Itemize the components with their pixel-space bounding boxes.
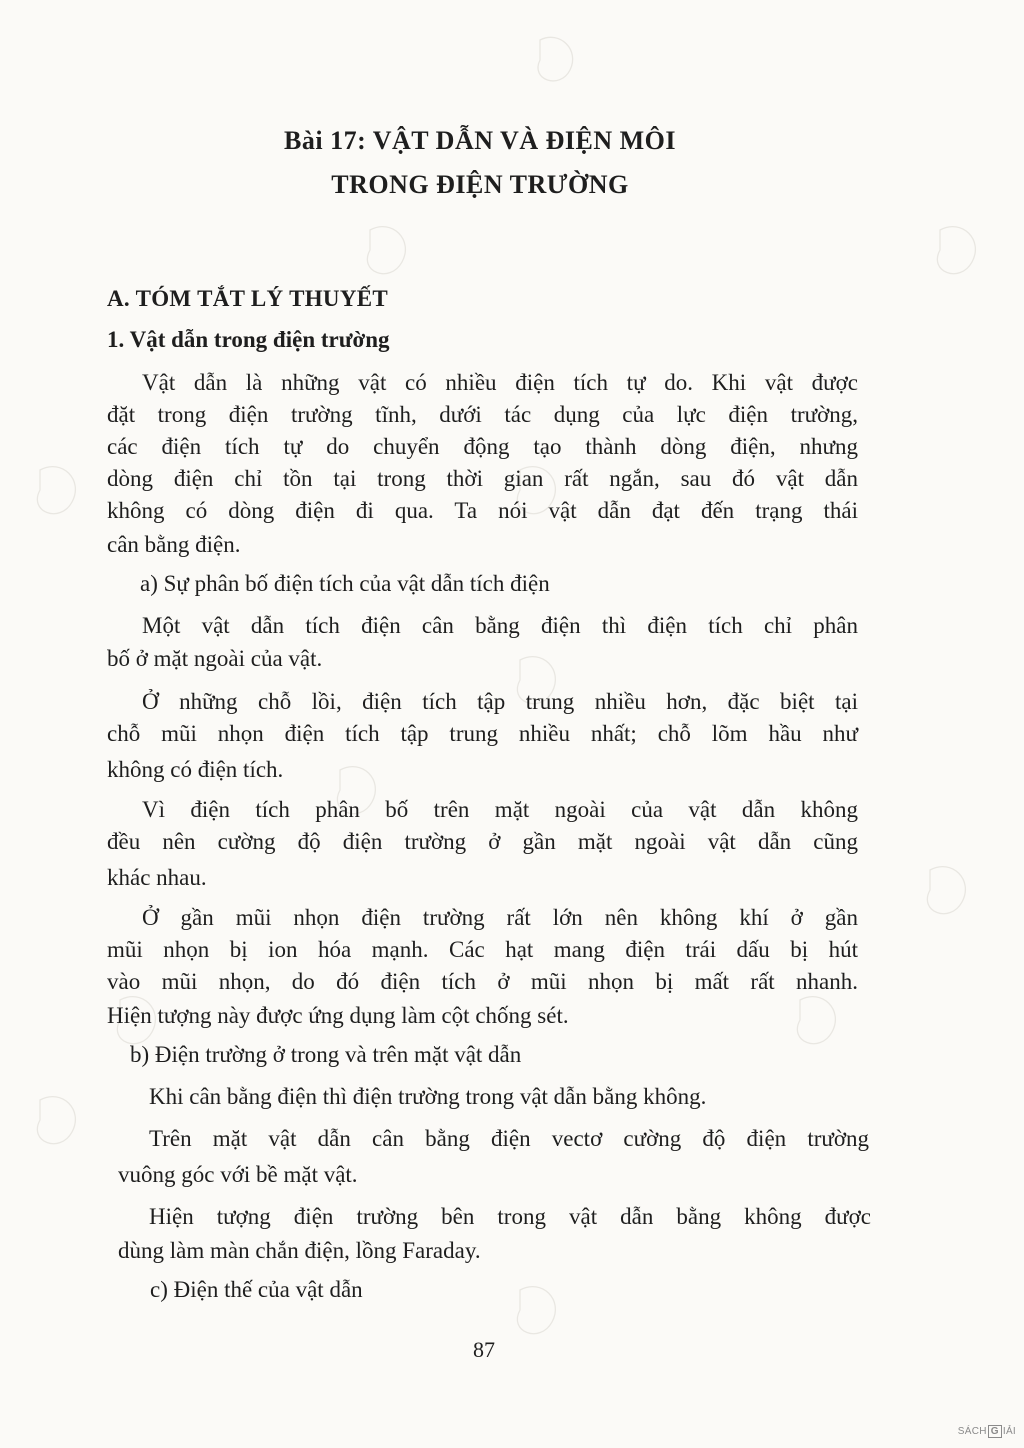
item-b-heading: b) Điện trường ở trong và trên mặt vật dẫn <box>130 1042 522 1067</box>
brand-suffix: IẢI <box>1002 1426 1016 1437</box>
subheading-conductor: 1. Vật dẫn trong điện trường <box>107 327 390 352</box>
para-a3-line-1: Vì điện tích phân bố trên mặt ngoài của vật dẫn không <box>142 797 858 822</box>
para-b2-line-1: Trên mặt vật dẫn cân bằng điện vectơ cường độ điện trường <box>149 1126 869 1151</box>
para1-line-5: không có dòng điện đi qua. Ta nói vật dẫn đạt đến trạng thái <box>107 498 858 523</box>
item-a-heading: a) Sự phân bố điện tích của vật dẫn tích điện <box>140 571 550 596</box>
para-b3-line-2: dùng làm màn chắn điện, lồng Faraday. <box>118 1238 481 1263</box>
section-heading: A. TÓM TẮT LÝ THUYẾT <box>107 286 389 311</box>
page-number: 87 <box>473 1337 495 1362</box>
para1-line-6: cân bằng điện. <box>107 532 241 557</box>
para-a2-line-3: không có điện tích. <box>107 757 284 782</box>
para-a1-line-2: bố ở mặt ngoài của vật. <box>107 646 323 671</box>
para-b2-line-2: vuông góc với bề mặt vật. <box>118 1162 358 1187</box>
para-a3-line-2: đều nên cường độ điện trường ở gần mặt ngoài vật dẫn cũng <box>107 829 858 854</box>
para1-line-1: Vật dẫn là những vật có nhiều điện tích tự do. Khi vật được <box>142 370 858 395</box>
para-a4-line-4: Hiện tượng này được ứng dụng làm cột chống sét. <box>107 1003 569 1028</box>
para-a4-line-2: mũi nhọn bị ion hóa mạnh. Các hạt mang điện trái dấu bị hút <box>107 937 858 962</box>
item-c-heading: c) Điện thế của vật dẫn <box>150 1277 363 1302</box>
para1-line-2: đặt trong điện trường tĩnh, dưới tác dụng của lực điện trường, <box>107 402 858 427</box>
brand-prefix: SÁCH <box>957 1426 987 1437</box>
para-a4-line-3: vào mũi nhọn, do đó điện tích ở mũi nhọn bị mất rất nhanh. <box>107 969 858 994</box>
para-a1-line-1: Một vật dẫn tích điện cân bằng điện thì điện tích chỉ phân <box>142 613 858 638</box>
brand-boxed-letter: G <box>988 1425 1002 1438</box>
para-a2-line-1: Ở những chỗ lồi, điện tích tập trung nhiều hơn, đặc biệt tại <box>142 689 858 714</box>
para-a3-line-3: khác nhau. <box>107 865 207 890</box>
lesson-title-line-1: Bài 17: VẬT DẪN VÀ ĐIỆN MÔI <box>284 126 676 155</box>
para-b3-line-1: Hiện tượng điện trường bên trong vật dẫn bằng không được <box>149 1204 871 1229</box>
brand-logo <box>958 1425 1016 1438</box>
para-a2-line-2: chỗ mũi nhọn điện tích tập trung nhiều nhất; chỗ lõm hầu như <box>107 721 858 746</box>
para-b1-line-1: Khi cân bằng điện thì điện trường trong vật dẫn bằng không. <box>149 1084 707 1109</box>
para1-line-4: dòng điện chỉ tồn tại trong thời gian rất ngắn, sau đó vật dẫn <box>107 466 858 491</box>
para1-line-3: các điện tích tự do chuyển động tạo thành dòng điện, nhưng <box>107 434 858 459</box>
para-a4-line-1: Ở gần mũi nhọn điện trường rất lớn nên không khí ở gần <box>142 905 858 930</box>
lesson-title-line-2: TRONG ĐIỆN TRƯỜNG <box>331 170 629 199</box>
